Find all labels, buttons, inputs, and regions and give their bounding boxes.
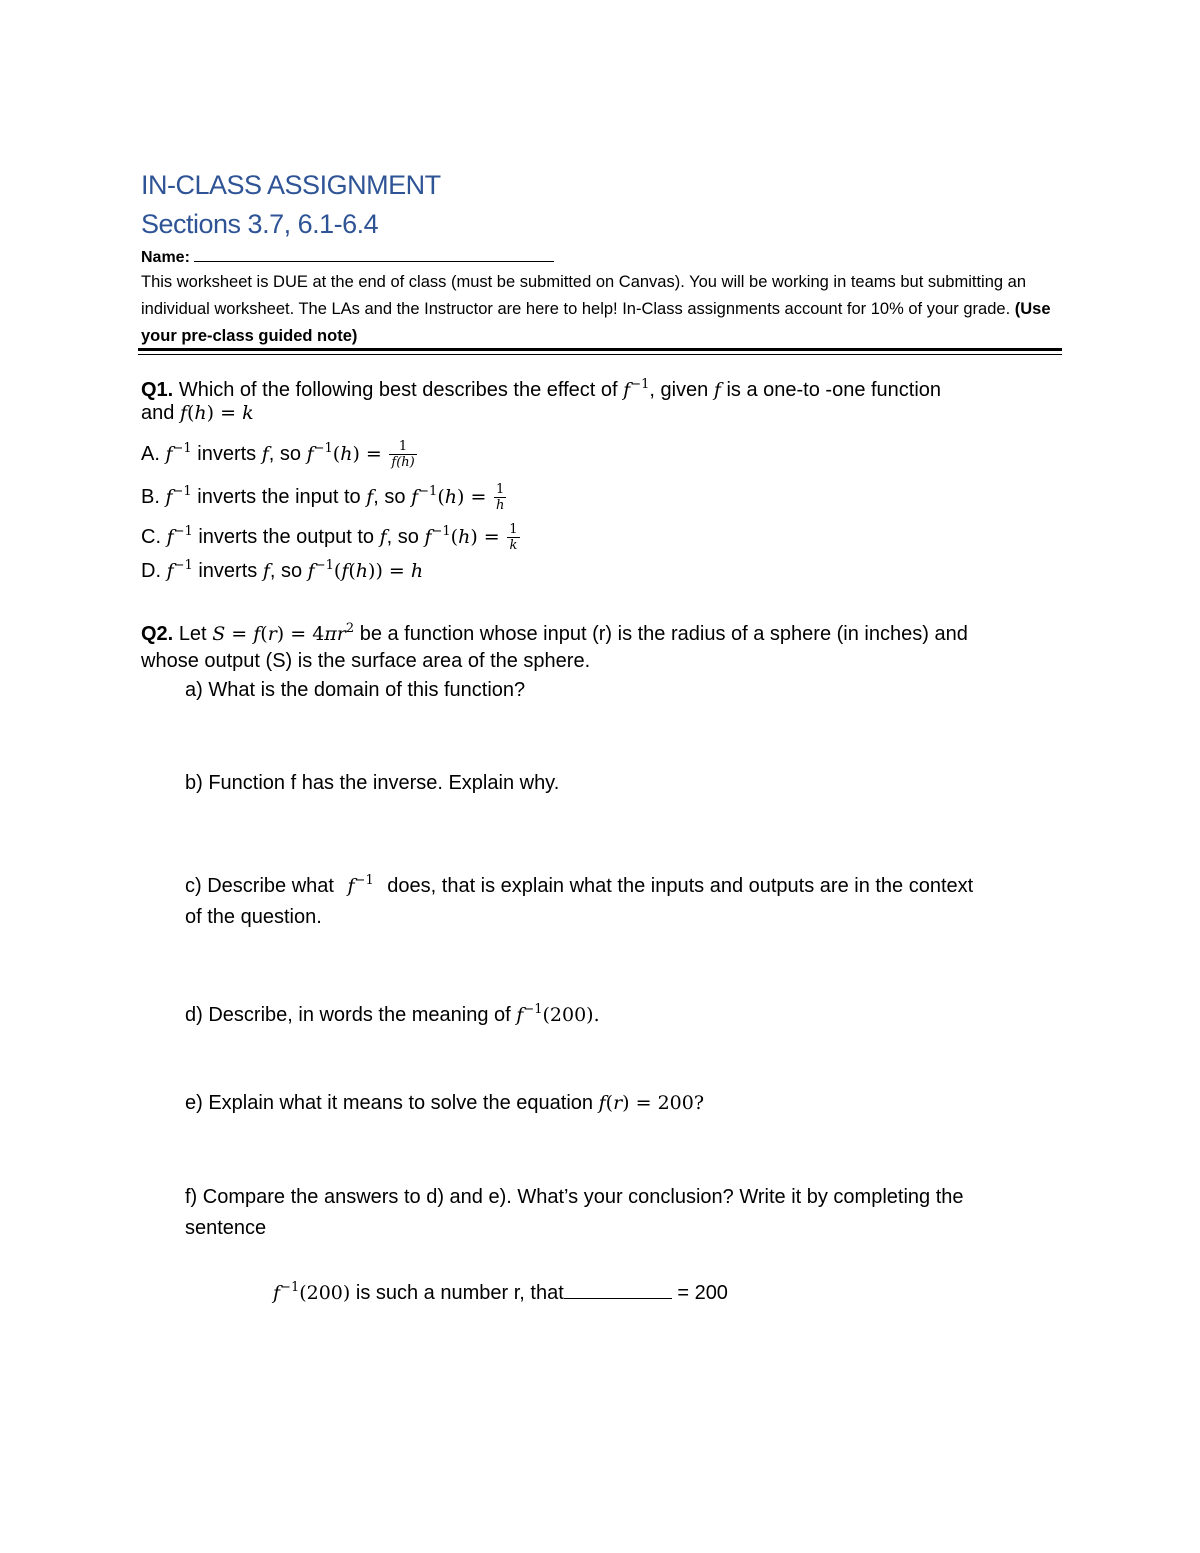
q2-part-f-line2: sentence bbox=[185, 1217, 267, 1239]
q2-part-e: e) Explain what it means to solve the equation f(r) = 200? bbox=[185, 1092, 705, 1114]
part-f-sentence-text: is such a number r, that bbox=[355, 1282, 564, 1304]
name-row bbox=[141, 246, 554, 268]
q1-math-f: f bbox=[713, 379, 721, 401]
option-b-so: , so bbox=[373, 486, 406, 508]
part-c-post: does, that is explain what the inputs and outputs are in the context bbox=[387, 875, 974, 897]
part-e-text: e) Explain what it means to solve the equation bbox=[185, 1092, 594, 1114]
q2-part-f-line1: f) Compare the answers to d) and e). What’s your conclusion? Write it by completing the bbox=[185, 1186, 964, 1208]
name-label: Name: bbox=[141, 249, 190, 266]
q2-part-a: a) What is the domain of this function? bbox=[185, 679, 526, 701]
q2-part-c: c) Describe what $f^{-1}$ does, that is explain what the inputs and outputs are in the context bbox=[185, 873, 974, 897]
option-c-text: inverts the output to bbox=[198, 526, 375, 548]
page-subtitle: Sections 3.7, 6.1-6.4 bbox=[141, 209, 379, 239]
q1-option-d: D. $f^{-1}$ inverts f, so $f^{-1}(f(h)) = h$ bbox=[141, 558, 424, 582]
option-c-so: , so bbox=[386, 526, 419, 548]
q2-part-f-sentence: $f^{-1}(200)$ is such a number r, that = 200 bbox=[273, 1280, 728, 1304]
part-f-answer-blank[interactable] bbox=[564, 1280, 672, 1299]
option-d-text: inverts bbox=[198, 560, 258, 582]
q1-option-a: A. $f^{-1}$ inverts f, so $f^{-1}(h)$ = $\frac{1}{f(h)}$ bbox=[141, 439, 415, 471]
intro-emphasis: (Use your pre-class guided note) bbox=[141, 300, 1051, 345]
option-b-label: B. bbox=[141, 486, 160, 508]
q1-stem-and: and bbox=[141, 402, 175, 424]
option-c-fraction: $\frac{1}{k}$ bbox=[509, 522, 518, 554]
q1-stem-line1 bbox=[141, 370, 941, 405]
divider-thin bbox=[138, 354, 1062, 355]
q2-stem-text: be a function whose input (r) is the radius of a sphere (in inches) and bbox=[359, 623, 968, 645]
q2-stem-let: Let bbox=[178, 623, 207, 645]
option-a-so: , so bbox=[268, 443, 302, 465]
option-a-fraction: $\frac{1}{f(h)}$ bbox=[391, 439, 415, 471]
option-d-so: , so bbox=[269, 560, 303, 582]
q2-stem-line2: whose output (S) is the surface area of the sphere. bbox=[141, 650, 591, 672]
option-b-text: inverts the input to bbox=[197, 486, 361, 508]
part-f-sentence-end: = 200 bbox=[677, 1282, 728, 1304]
q1-option-b: B. $f^{-1}$ inverts the input to f, so $f^{-1}(h)$ = $\frac{1}{h}$ bbox=[141, 482, 505, 514]
q1-math-fh-eq-k: f bbox=[179, 402, 187, 424]
q1-math-finv: $f^{-1}$ bbox=[623, 377, 650, 401]
option-c-label: C. bbox=[141, 526, 161, 548]
intro-paragraph bbox=[141, 269, 1071, 350]
q1-stem-text: Which of the following best describes the effect of bbox=[178, 379, 618, 401]
option-a-label: A. bbox=[141, 443, 160, 465]
q1-label: Q1. bbox=[141, 379, 174, 401]
q2-formula: S bbox=[212, 623, 226, 645]
divider-thick bbox=[138, 348, 1062, 351]
q2-part-c-line2: of the question. bbox=[185, 906, 322, 928]
part-d-text: d) Describe, in words the meaning of bbox=[185, 1004, 511, 1026]
page-title: IN-CLASS ASSIGNMENT bbox=[141, 170, 441, 200]
option-a-text: inverts bbox=[197, 443, 257, 465]
q1-option-c: C. $f^{-1}$ inverts the output to f, so $f^{-1}(h)$ = $\frac{1}{k}$ bbox=[141, 522, 518, 554]
q2-stem-line1: Q2. Let $S = f(r) = 4\pi r^2$ be a function whose input (r) is the radius of a sphere (in inches) and bbox=[141, 621, 968, 645]
q2-label: Q2. bbox=[141, 623, 174, 645]
q1-stem-given: , given bbox=[649, 379, 709, 401]
q1-stem-onetoone: is a one-to -one function bbox=[726, 379, 942, 401]
intro-text: This worksheet is DUE at the end of class (must be submitted on Canvas). You will be working in teams but submitting an individual worksheet. The LAs and the Instructor are here to help! In-Class assignments account for 10% of your grade. bbox=[141, 273, 1027, 318]
option-d-label: D. bbox=[141, 560, 161, 582]
part-c-pre: c) Describe what bbox=[185, 875, 334, 897]
q2-part-b: b) Function f has the inverse. Explain why. bbox=[185, 772, 560, 794]
name-field[interactable] bbox=[194, 246, 554, 262]
q2-part-d: d) Describe, in words the meaning of $f^{-1}(200)$. bbox=[185, 1002, 600, 1026]
q1-stem-line2: and f(h) = k bbox=[141, 402, 254, 424]
option-b-fraction: $\frac{1}{h}$ bbox=[495, 482, 505, 514]
